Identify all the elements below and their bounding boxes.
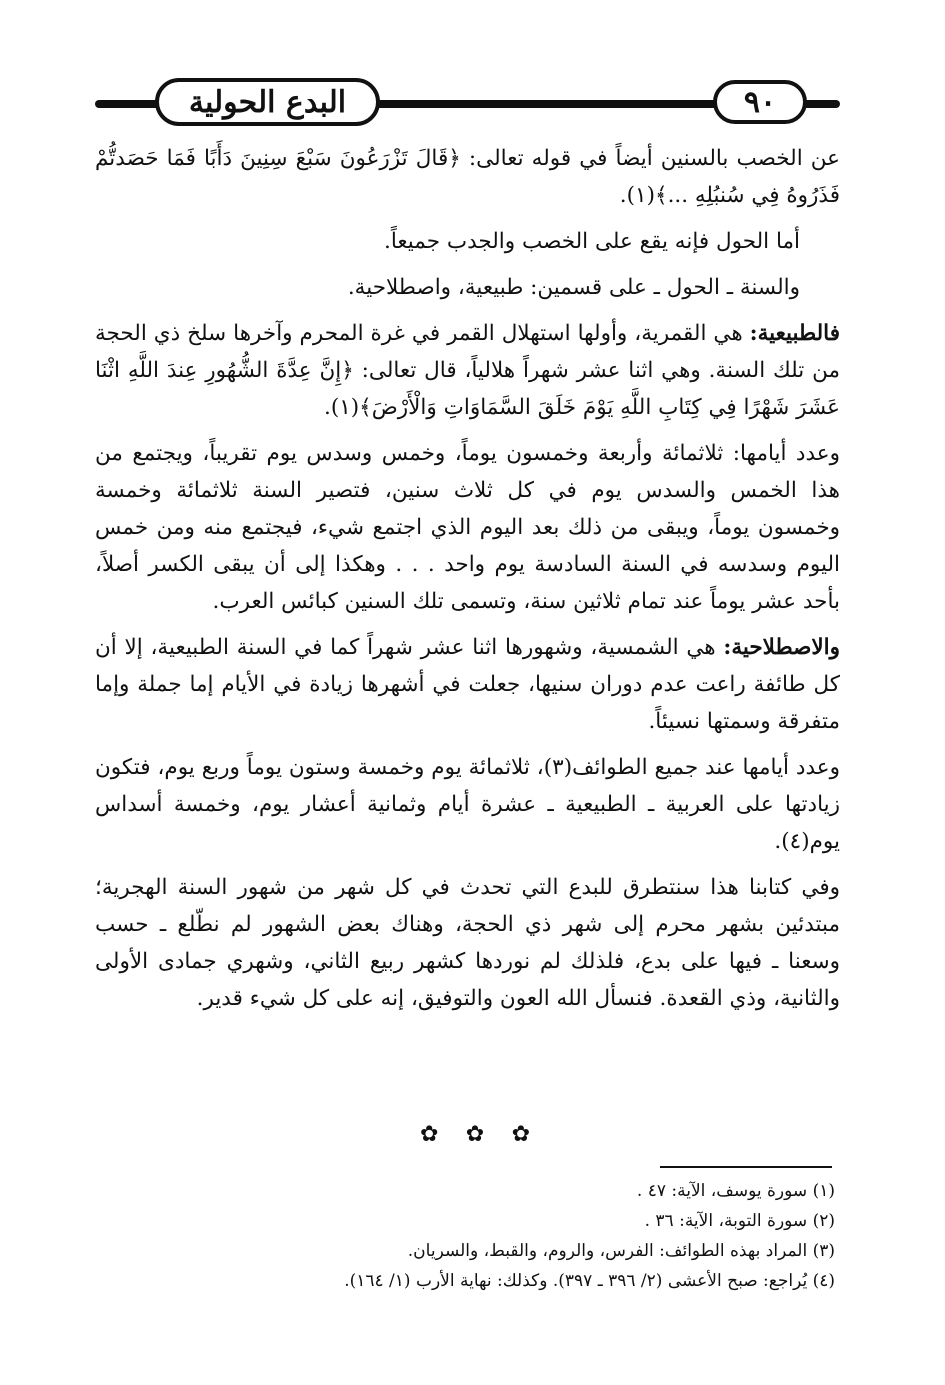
main-text: [95, 140, 840, 1026]
paragraph-6: والاصطلاحية: هي الشمسية، وشهورها اثنا عشر شهراً كما في السنة الطبيعية، إلا أن كل طائفة راعت عدم دوران سنيها، جعلت في أشهرها زيادة في الأيام إما جملة وإما متفرقة وسمتها نسيئاً.: [95, 635, 840, 734]
flower-ornament-icon: ✿: [511, 1122, 530, 1147]
section-separator: [420, 1122, 530, 1147]
paragraph-2: أما الحول فإنه يقع على الخصب والجدب جميعاً.: [384, 229, 800, 254]
flower-ornament-icon: ✿: [420, 1122, 439, 1147]
paragraph-7: وعدد أيامها عند جميع الطوائف(٣)، ثلاثمائة يوم وخمسة وستون يوماً وربع يوم، فتكون زيادتها على العربية ـ الطبيعية ـ عشرة أيام وثمانية أعشار يوم، وخمسة أسداس يوم(٤).: [95, 755, 841, 854]
paragraph-8: وفي كتابنا هذا سنتطرق للبدع التي تحدث في كل شهر من شهور السنة الهجرية؛ مبتدئين بشهر محرم إلى شهر ذي الحجة، وهناك بعض الشهور لم نطّلع ـ حسب وسعنا ـ فيها على بدع، فلذلك لم نوردها كشهر ربيع الثاني، وشهري جمادى الأولى والثانية، وذي القعدة. فنسأل الله العون والتوفيق، إنه على كل شيء قدير.: [95, 875, 840, 1011]
footnote-rule: [660, 1166, 832, 1168]
flower-ornament-icon: ✿: [465, 1122, 485, 1147]
paragraph-1: عن الخصب بالسنين أيضاً في قوله تعالى: ﴿قَالَ تَزْرَعُونَ سَبْعَ سِنِينَ دَأَبًا فَمَا حَصَدتُّمْ فَذَرُوهُ فِي سُنبُلِهِ ...﴾(١).: [95, 146, 840, 208]
paragraph-5: وعدد أيامها: ثلاثمائة وأربعة وخمسون يوماً، وخمس وسدس يوم تقريباً، ويجتمع من هذا الخمس والسدس يوم في كل ثلاث سنين، فتصير السنة ثلاثمائة وخمسة وخمسون يوماً، ويبقى من ذلك بعد اليوم الذي اجتمع شيء، فيجتمع منه ومن خمس اليوم وسدسه في السنة السادسة يوم واحد . . . وهكذا إلى أن يبقى الكسر أصلاً، بأحد عشر يوماً عند تمام ثلاثين سنة، وتسمى تلك السنين كبائس العرب.: [95, 441, 840, 614]
footnote-1: (١) سورة يوسف، الآية: ٤٧ .: [636, 1181, 835, 1201]
footnote-3: (٣) المراد بهذه الطوائف: الفرس، والروم، والقبط، والسريان.: [407, 1241, 835, 1261]
footnote-4: (٤) يُراجع: صبح الأعشى (٢/ ٣٩٦ ـ ٣٩٧). وكذلك: نهاية الأرب (١/ ١٦٤).: [344, 1271, 835, 1291]
paragraph-3: والسنة ـ الحول ـ على قسمين: طبيعية، واصطلاحية.: [347, 275, 800, 300]
footnote-2: (٢) سورة التوبة، الآية: ٣٦ .: [644, 1211, 835, 1231]
paragraph-4: فالطبيعية: هي القمرية، وأولها استهلال القمر في غرة المحرم وآخرها سلخ ذي الحجة من تلك السنة. وهي اثنا عشر شهراً هلالياً، قال تعالى: ﴿إِنَّ عِدَّةَ الشُّهُورِ عِندَ اللَّهِ اثْنَا عَشَرَ شَهْرًا فِي كِتَابِ اللَّهِ يَوْمَ خَلَقَ السَّمَاوَاتِ وَالْأَرْضَ﴾(١).: [95, 321, 840, 420]
running-title: البدع الحولية: [155, 78, 380, 126]
page-header: [95, 76, 840, 132]
page-number: ٩٠: [713, 80, 807, 124]
footnotes: [95, 1176, 835, 1296]
